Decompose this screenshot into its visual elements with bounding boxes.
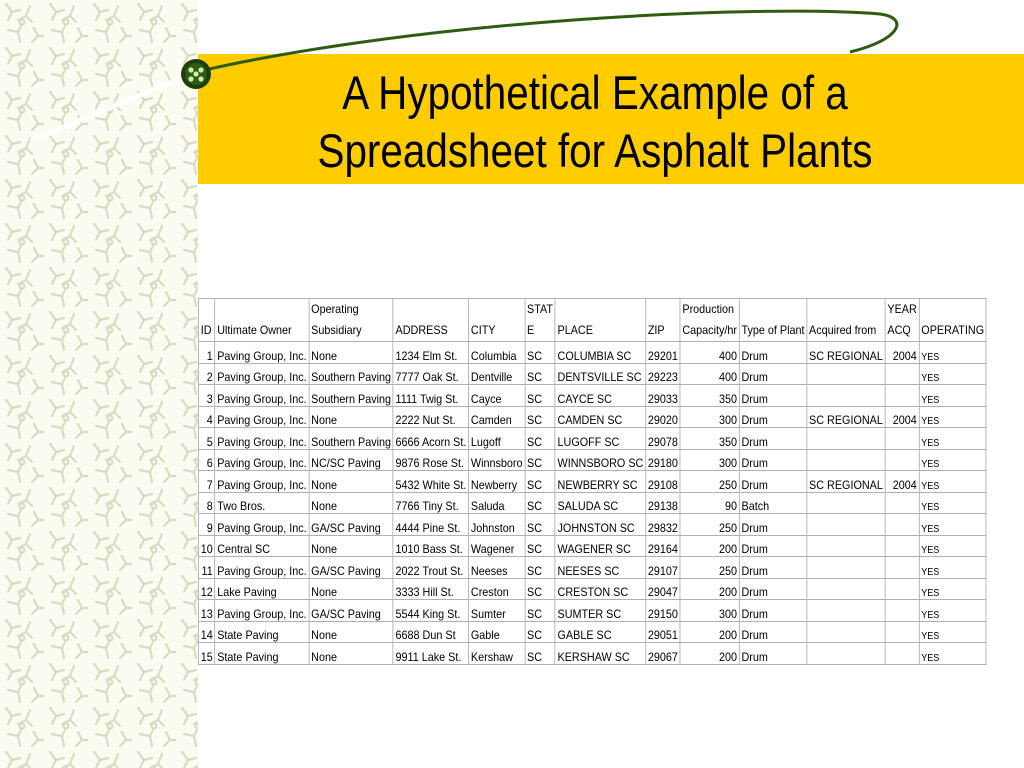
table-cell: Gable (469, 621, 525, 643)
table-cell: Paving Group, Inc. (215, 600, 309, 622)
table-row (198, 492, 986, 514)
table-cell (807, 643, 885, 665)
table-cell: YES (919, 514, 986, 536)
table-cell: Wagener (469, 535, 525, 557)
table-cell: 9876 Rose St. (393, 449, 468, 471)
table-cell: YES (919, 342, 986, 364)
table-cell: Drum (739, 514, 807, 536)
table-cell: Paving Group, Inc. (215, 363, 309, 385)
table-cell: Camden (469, 406, 525, 428)
table-row (198, 406, 986, 428)
table-cell: Drum (739, 385, 807, 407)
table-cell: NEESES SC (555, 557, 645, 579)
table-cell: GA/SC Paving (309, 557, 393, 579)
table-cell: SALUDA SC (555, 492, 645, 514)
column-header (739, 299, 807, 342)
table-cell: SC (525, 600, 556, 622)
table-cell: Paving Group, Inc. (215, 557, 309, 579)
table-cell: 2004 (885, 342, 919, 364)
table-cell: YES (919, 621, 986, 643)
table-cell (885, 535, 919, 557)
table-cell: 2022 Trout St. (393, 557, 468, 579)
table-cell: 29020 (646, 406, 681, 428)
table-cell: 29078 (646, 428, 681, 450)
table-cell: Kershaw (469, 643, 525, 665)
table-cell: GA/SC Paving (309, 600, 393, 622)
table-cell: 350 (680, 428, 739, 450)
asphalt-plants-table (198, 298, 987, 665)
table-cell: Sumter (469, 600, 525, 622)
table-cell: 4 (198, 406, 215, 428)
table-cell: State Paving (215, 643, 309, 665)
table-cell: 29150 (646, 600, 681, 622)
table-cell (885, 514, 919, 536)
table-cell: CRESTON SC (555, 578, 645, 600)
table-cell: SC (525, 449, 556, 471)
table-cell (807, 578, 885, 600)
table-cell: WINNSBORO SC (555, 449, 645, 471)
column-header-line2: Acquired from (809, 323, 877, 337)
table-cell: Southern Paving (309, 428, 393, 450)
table-cell: 250 (680, 514, 739, 536)
table-cell: Newberry (469, 471, 525, 493)
table-cell: Drum (739, 600, 807, 622)
column-header-line1 (742, 299, 805, 320)
table-cell: 29180 (646, 449, 681, 471)
table-cell: 10 (198, 535, 215, 557)
column-header-line2: ZIP (647, 323, 665, 337)
table-cell: Two Bros. (215, 492, 309, 514)
table-cell: 200 (680, 578, 739, 600)
column-header-line2: ID (200, 323, 212, 337)
table-cell: GABLE SC (555, 621, 645, 643)
table-row (198, 449, 986, 471)
table-cell: Drum (739, 471, 807, 493)
title-line-2: Spreadsheet for Asphalt Plants (317, 124, 873, 177)
table-cell: Paving Group, Inc. (215, 385, 309, 407)
table-row (198, 385, 986, 407)
table-cell: WAGENER SC (555, 535, 645, 557)
table-row (198, 557, 986, 579)
table-cell: Paving Group, Inc. (215, 471, 309, 493)
table-cell: Winnsboro (469, 449, 525, 471)
table-cell: 11 (198, 557, 215, 579)
table-cell: 250 (680, 557, 739, 579)
table-cell: YES (919, 406, 986, 428)
table-row (198, 471, 986, 493)
table-cell: YES (919, 385, 986, 407)
table-cell: SC (525, 492, 556, 514)
column-header (885, 299, 919, 342)
column-header-line1 (217, 299, 306, 320)
table-row (198, 621, 986, 643)
table-cell: Dentville (469, 363, 525, 385)
table-cell: Central SC (215, 535, 309, 557)
table-cell (885, 385, 919, 407)
column-header-line2: Ultimate Owner (217, 323, 292, 337)
table-cell: 1234 Elm St. (393, 342, 468, 364)
column-header-line1 (396, 299, 467, 320)
table-cell: SC (525, 514, 556, 536)
table-cell: 3 (198, 385, 215, 407)
table-cell: 29033 (646, 385, 681, 407)
table-cell (885, 557, 919, 579)
table-cell: Drum (739, 643, 807, 665)
table-cell: KERSHAW SC (555, 643, 645, 665)
table-cell: 200 (680, 535, 739, 557)
table-cell (885, 643, 919, 665)
table-cell: YES (919, 535, 986, 557)
table-cell (885, 578, 919, 600)
table-cell: 400 (680, 342, 739, 364)
table-cell: None (309, 578, 393, 600)
slide-title (264, 64, 926, 180)
column-header-line2: ACQ (887, 323, 911, 337)
table-cell: YES (919, 471, 986, 493)
column-header-line1: Production (682, 302, 735, 316)
table-cell: 90 (680, 492, 739, 514)
table-row (198, 643, 986, 665)
column-header-line2: CITY (470, 323, 496, 337)
table-cell: YES (919, 557, 986, 579)
column-header (555, 299, 645, 342)
table-cell (885, 621, 919, 643)
table-header-row (198, 299, 986, 342)
table-cell: 5432 White St. (393, 471, 468, 493)
table-cell (807, 600, 885, 622)
table-cell: 2 (198, 363, 215, 385)
table-cell: 400 (680, 363, 739, 385)
column-header-line2: PLACE (557, 323, 593, 337)
table-cell: YES (919, 449, 986, 471)
table-cell: 14 (198, 621, 215, 643)
table-cell: SC (525, 643, 556, 665)
table-cell: None (309, 471, 393, 493)
table-cell: None (309, 342, 393, 364)
column-header-line1 (921, 299, 984, 320)
table-cell: 9 (198, 514, 215, 536)
table-cell: Drum (739, 363, 807, 385)
table-cell: Drum (739, 535, 807, 557)
table-row (198, 363, 986, 385)
table-row (198, 514, 986, 536)
table-cell: 2004 (885, 471, 919, 493)
table-cell: None (309, 406, 393, 428)
table-cell (807, 363, 885, 385)
title-line-1: A Hypothetical Example of a (342, 66, 848, 119)
table-cell: 29047 (646, 578, 681, 600)
table-cell: 200 (680, 621, 739, 643)
table-cell: YES (919, 578, 986, 600)
table-cell (807, 514, 885, 536)
table-cell: SC REGIONAL (807, 342, 885, 364)
table-cell (885, 449, 919, 471)
table-cell (885, 428, 919, 450)
table-cell: SC (525, 535, 556, 557)
table-cell: 15 (198, 643, 215, 665)
table-cell: SC (525, 621, 556, 643)
table-cell: Saluda (469, 492, 525, 514)
table-body (198, 342, 986, 665)
table-cell: Southern Paving (309, 385, 393, 407)
table-cell: Paving Group, Inc. (215, 428, 309, 450)
table-cell: DENTSVILLE SC (555, 363, 645, 385)
table-cell: 7766 Tiny St. (393, 492, 468, 514)
table-cell: 29201 (646, 342, 681, 364)
column-header (198, 299, 215, 342)
column-header (646, 299, 681, 342)
table-cell: 29107 (646, 557, 681, 579)
table-cell: Drum (739, 406, 807, 428)
column-header (525, 299, 556, 342)
table-cell (807, 557, 885, 579)
table-cell (807, 535, 885, 557)
table-cell: None (309, 535, 393, 557)
table-cell: 29051 (646, 621, 681, 643)
table-cell: 12 (198, 578, 215, 600)
table-cell: JOHNSTON SC (555, 514, 645, 536)
table-cell: 29138 (646, 492, 681, 514)
table-cell: SC (525, 471, 556, 493)
column-header-line1: YEAR (887, 302, 917, 316)
table-cell: None (309, 643, 393, 665)
table-cell: Neeses (469, 557, 525, 579)
table-cell: Lake Paving (215, 578, 309, 600)
table-cell: COLUMBIA SC (555, 342, 645, 364)
table-cell: YES (919, 643, 986, 665)
column-header-line2: Subsidiary (311, 323, 362, 337)
table-cell: State Paving (215, 621, 309, 643)
table-cell (807, 621, 885, 643)
column-header (215, 299, 309, 342)
table-cell (885, 600, 919, 622)
table-cell: Johnston (469, 514, 525, 536)
table-cell: 2004 (885, 406, 919, 428)
table-cell: 3333 Hill St. (393, 578, 468, 600)
table-cell: YES (919, 492, 986, 514)
table-cell: Drum (739, 449, 807, 471)
table-cell: GA/SC Paving (309, 514, 393, 536)
table-cell: 6666 Acorn St. (393, 428, 468, 450)
column-header-line1 (471, 299, 523, 320)
table-cell: 9911 Lake St. (393, 643, 468, 665)
table-cell (885, 363, 919, 385)
column-header-line1 (201, 299, 213, 320)
table-cell: 200 (680, 643, 739, 665)
table-cell: 5 (198, 428, 215, 450)
table-cell (807, 385, 885, 407)
table-cell: 8 (198, 492, 215, 514)
table-cell: Drum (739, 342, 807, 364)
table-row (198, 342, 986, 364)
table-cell: CAMDEN SC (555, 406, 645, 428)
column-header-line1 (558, 299, 644, 320)
table-cell: 7777 Oak St. (393, 363, 468, 385)
table-cell: 7 (198, 471, 215, 493)
table-cell: 350 (680, 385, 739, 407)
table-cell: Batch (739, 492, 807, 514)
table-cell: NEWBERRY SC (555, 471, 645, 493)
table-cell: 29067 (646, 643, 681, 665)
table-cell: 4444 Pine St. (393, 514, 468, 536)
table-cell: SC (525, 363, 556, 385)
table-cell: 250 (680, 471, 739, 493)
table-cell: 1010 Bass St. (393, 535, 468, 557)
table-cell: SC (525, 428, 556, 450)
table-cell: 13 (198, 600, 215, 622)
table-cell: YES (919, 363, 986, 385)
table-cell: None (309, 492, 393, 514)
table-cell: SC (525, 342, 556, 364)
table-cell: Paving Group, Inc. (215, 342, 309, 364)
table-cell: Cayce (469, 385, 525, 407)
table-cell (807, 428, 885, 450)
table-cell: Southern Paving (309, 363, 393, 385)
column-header-line1 (809, 299, 883, 320)
table-cell: Paving Group, Inc. (215, 406, 309, 428)
column-header-line1: STAT (527, 302, 554, 316)
table-cell: 2222 Nut St. (393, 406, 468, 428)
column-header (309, 299, 393, 342)
table-cell: 5544 King St. (393, 600, 468, 622)
table-cell: YES (919, 428, 986, 450)
table-cell: 300 (680, 449, 739, 471)
table-cell: 6688 Dun St (393, 621, 468, 643)
column-header-line2: Capacity/hr (682, 323, 738, 337)
column-header-line1: Operating (311, 302, 359, 316)
table-cell: Drum (739, 621, 807, 643)
table-cell (807, 492, 885, 514)
table-cell: 6 (198, 449, 215, 471)
column-header-line2: ADDRESS (395, 323, 448, 337)
table-cell: 300 (680, 406, 739, 428)
table-row (198, 578, 986, 600)
column-header (469, 299, 525, 342)
table-cell: Paving Group, Inc. (215, 514, 309, 536)
table-cell: Columbia (469, 342, 525, 364)
table-cell: Paving Group, Inc. (215, 449, 309, 471)
table-row (198, 600, 986, 622)
table-cell: CAYCE SC (555, 385, 645, 407)
table-cell: 29223 (646, 363, 681, 385)
table-cell (807, 449, 885, 471)
table-cell: 1111 Twig St. (393, 385, 468, 407)
table-cell: 29164 (646, 535, 681, 557)
column-header-line2: OPERATING (921, 323, 985, 337)
table-cell: LUGOFF SC (555, 428, 645, 450)
table-row (198, 535, 986, 557)
table-cell (885, 492, 919, 514)
table-cell: SC (525, 578, 556, 600)
table-cell: SC REGIONAL (807, 406, 885, 428)
table-cell: 29832 (646, 514, 681, 536)
table-cell: None (309, 621, 393, 643)
table-cell: SC (525, 406, 556, 428)
table-cell: Creston (469, 578, 525, 600)
table-cell: YES (919, 600, 986, 622)
table-cell: Drum (739, 578, 807, 600)
column-header (393, 299, 468, 342)
table-cell: SC (525, 385, 556, 407)
table-cell: NC/SC Paving (309, 449, 393, 471)
column-header (807, 299, 885, 342)
column-header-line1 (648, 299, 678, 320)
column-header-line2: Type of Plant (741, 323, 805, 337)
column-header-line2: E (527, 323, 535, 337)
column-header (680, 299, 739, 342)
table-cell: Drum (739, 428, 807, 450)
table-cell: Lugoff (469, 428, 525, 450)
table-cell: 1 (198, 342, 215, 364)
table-cell: 29108 (646, 471, 681, 493)
table-cell: SUMTER SC (555, 600, 645, 622)
table-row (198, 428, 986, 450)
table-cell: SC REGIONAL (807, 471, 885, 493)
table-cell: 300 (680, 600, 739, 622)
column-header (919, 299, 986, 342)
table-cell: Drum (739, 557, 807, 579)
table-cell: SC (525, 557, 556, 579)
